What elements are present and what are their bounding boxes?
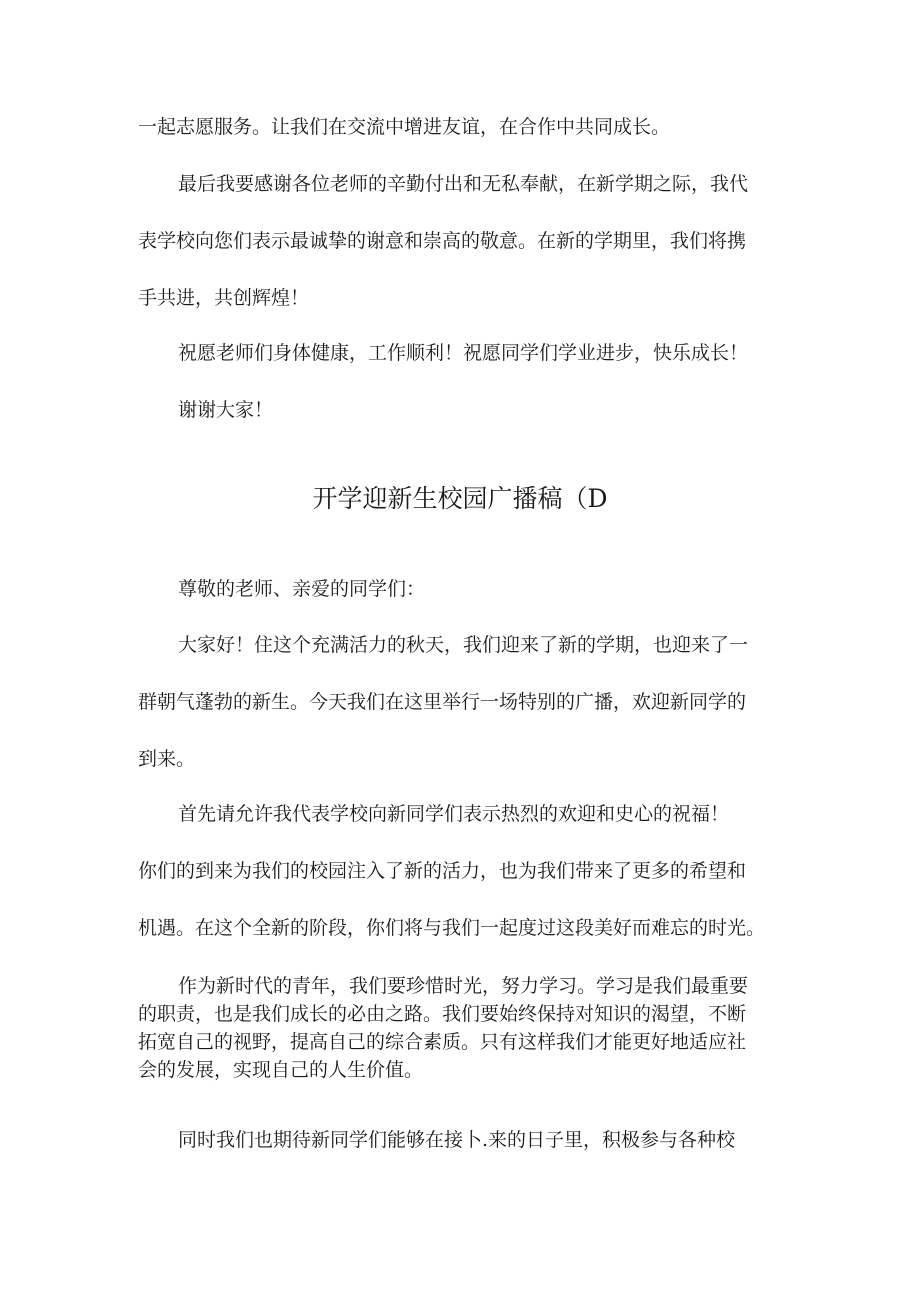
- text-line: 手共进，共创辉煌！: [138, 287, 310, 309]
- text-line: 首先请允许我代表学校向新同学们表示热烈的欢迎和史心的祝福！: [178, 803, 730, 825]
- greeting-paragraph: [138, 636, 788, 807]
- text-line: 会的发展，实现自己的人生价值。: [138, 1059, 424, 1081]
- text-line: 的职责，也是我们成长的必由之路。我们要始终保持对知识的渴望，不断: [138, 1003, 747, 1025]
- text-line: 你们的到来为我们的校园注入了新的活力，也为我们带来了更多的希望和: [138, 860, 747, 882]
- wishes-paragraph: [138, 344, 788, 401]
- study-paragraph: [138, 977, 788, 1089]
- text-line: 一起志愿服务。让我们在交流中增进友谊，在合作中共同成长。: [138, 116, 671, 138]
- text-line: 拓宽自己的视野，提高自己的综合素质。只有这样我们才能更好地适应社: [138, 1031, 747, 1053]
- text-line: 尊敬的老师、亲爱的同学们：: [178, 578, 426, 600]
- text-line: 机遇。在这个全新的阶段，你们将与我们一起度过这段美好而难忘的时光。: [138, 917, 766, 939]
- final-paragraph: [138, 1131, 788, 1188]
- text-line: 到来。: [138, 748, 196, 770]
- salutation: [138, 580, 788, 637]
- text-line: 表学校向您们表示最诚挚的谢意和崇高的敬意。在新的学期里，我们将携: [138, 230, 747, 252]
- welcome-paragraph: [138, 805, 788, 976]
- text-line: 谢谢大家！: [178, 399, 274, 421]
- thanks-paragraph: [138, 175, 788, 346]
- text-line: 大家好！住这个充满活力的秋天，我们迎来了新的学期，也迎来了一: [178, 634, 749, 656]
- continued-paragraph: [138, 118, 788, 175]
- page-title: 开学迎新生校园广播稿（D: [312, 484, 608, 513]
- closing-line: [138, 401, 788, 458]
- text-line: 最后我要感谢各位老师的辛勤付出和无私奉献，在新学期之际，我代: [178, 173, 749, 195]
- text-line: 祝愿老师们身体健康，工作顺利！祝愿同学们学业进步，快乐成长！: [178, 342, 749, 364]
- text-line: 群朝气蓬勃的新生。今天我们在这里举行一场特别的广播，欢迎新同学的: [138, 691, 747, 713]
- text-line: 作为新时代的青年，我们要珍惜时光，努力学习。学习是我们最重要: [178, 975, 749, 997]
- text-line: 同时我们也期待新同学们能够在接卜.来的日子里，积极参与各种校: [178, 1129, 736, 1151]
